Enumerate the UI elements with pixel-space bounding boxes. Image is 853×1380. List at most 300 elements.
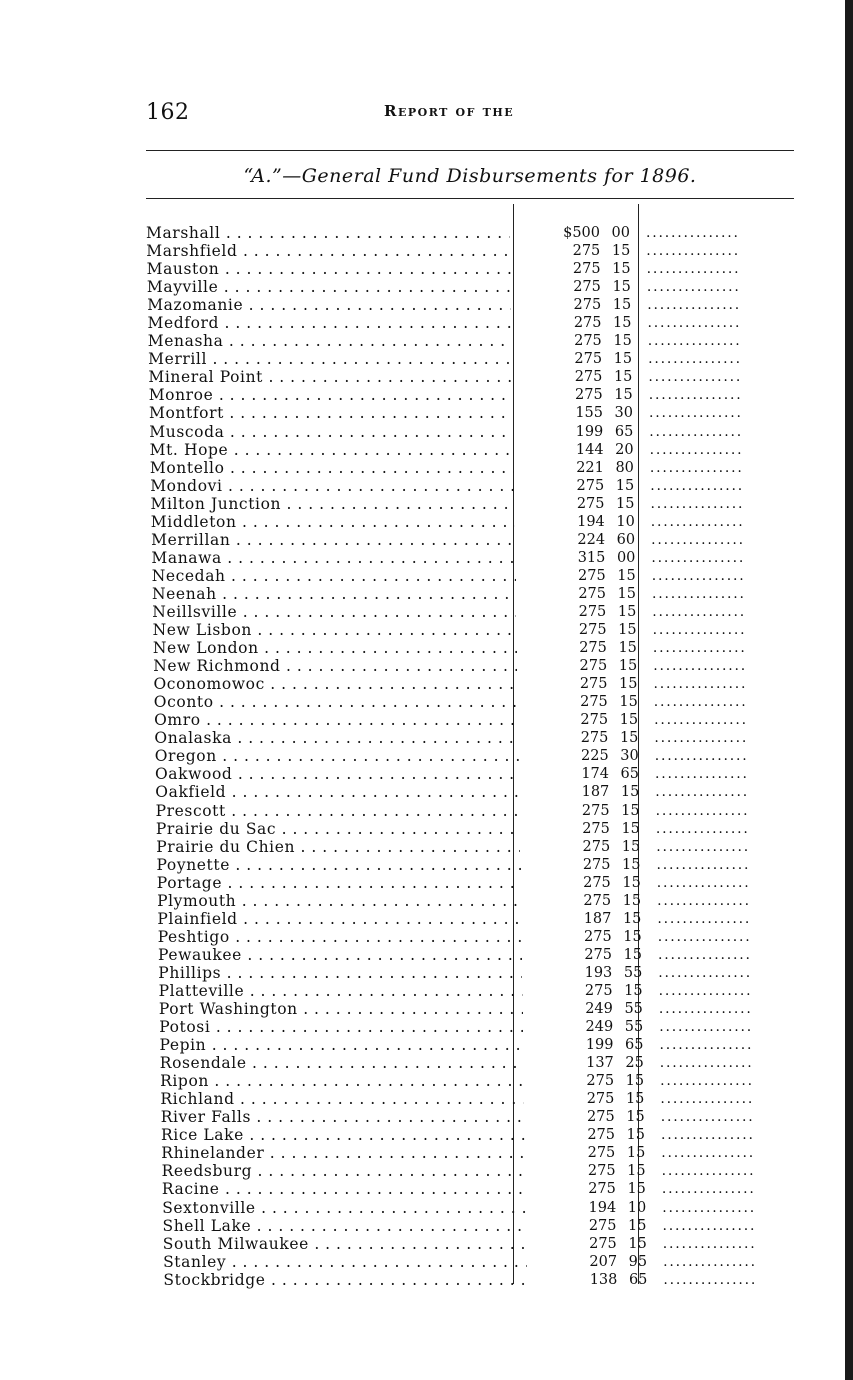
town-name: Oakfield . . . <box>155 783 519 801</box>
blank-column-leader: ............... <box>660 1091 755 1108</box>
amount-cents: 65 <box>628 1271 648 1288</box>
town-name: Plainfield . . . <box>157 910 521 928</box>
town-name: Rhinelander . . . <box>161 1144 525 1162</box>
table-title: “A.”—General Fund Disbursements for 1896. <box>243 165 697 187</box>
table-row <box>156 820 794 838</box>
table-row <box>147 260 794 278</box>
town-name: Shell Lake . . . <box>163 1217 527 1235</box>
table-row <box>159 1018 794 1036</box>
amount-dollars: 194 <box>577 513 605 530</box>
amount-cents: 15 <box>613 351 633 368</box>
amount-cents: 15 <box>625 1091 645 1108</box>
blank-column-leader: ............... <box>657 892 751 909</box>
table-row <box>154 675 795 693</box>
town-name: Manawa . . . <box>151 549 515 567</box>
page-edge-shadow <box>845 0 853 1380</box>
amount-dollars: 275 <box>580 730 609 747</box>
amount-dollars: 275 <box>580 712 609 729</box>
table-row <box>163 1235 794 1253</box>
blank-column-leader: ............... <box>658 1001 753 1018</box>
amount-cents: 20 <box>615 441 634 458</box>
table-row <box>150 459 794 477</box>
amount-dollars: 275 <box>576 477 605 494</box>
amount-cents: 15 <box>619 730 639 747</box>
town-name: Richland . . . <box>160 1090 524 1108</box>
table-row <box>158 946 794 964</box>
blank-column-leader: ............... <box>648 369 743 386</box>
amount-dollars: 275 <box>582 856 611 873</box>
table-row <box>160 1072 794 1090</box>
town-name: Middleton . . . <box>151 513 515 531</box>
amount-cents: 55 <box>623 964 643 981</box>
amount-dollars: 315 <box>577 549 606 566</box>
blank-column-leader: ............... <box>658 946 752 963</box>
blank-column-leader: ............... <box>647 315 742 332</box>
amount-dollars: 275 <box>584 928 612 945</box>
blank-column-leader: ............... <box>661 1127 755 1144</box>
table-row <box>156 838 794 856</box>
amount-cents: 10 <box>627 1199 647 1216</box>
amount-cents: 15 <box>617 603 637 620</box>
town-name: Sextonville . . . <box>162 1199 526 1217</box>
blank-column-leader: ............... <box>649 441 744 458</box>
table-row <box>151 549 794 567</box>
blank-column-leader: ............... <box>662 1217 757 1234</box>
town-name: Marshall . . . <box>146 224 510 242</box>
amount-cents: 65 <box>614 423 634 440</box>
amount-cents: 30 <box>614 405 633 422</box>
amount-cents: 15 <box>611 243 631 260</box>
town-name: Potosi . . . <box>159 1018 523 1036</box>
amount-cents: 80 <box>615 459 634 476</box>
table-row <box>163 1271 794 1289</box>
town-name: Neenah . . . <box>152 585 516 603</box>
amount-cents: 15 <box>625 1073 645 1090</box>
blank-column-leader: ............... <box>660 1073 754 1090</box>
town-name: Mayville . . . <box>147 278 511 296</box>
amount-dollars: $500 <box>563 225 600 241</box>
amount-dollars: 275 <box>581 802 610 819</box>
table-row <box>150 477 794 495</box>
amount-cents: 15 <box>613 369 633 386</box>
blank-column-leader: ............... <box>657 910 752 927</box>
town-name: Mazomanie . . . <box>147 296 511 314</box>
table-row <box>150 441 794 459</box>
blank-column-leader: ............... <box>650 495 745 512</box>
blank-column-leader: ............... <box>653 694 748 711</box>
amount-cents: 15 <box>626 1145 646 1162</box>
amount-cents: 15 <box>619 694 638 711</box>
amount-cents: 55 <box>624 1001 643 1018</box>
amount-cents: 15 <box>621 802 640 819</box>
town-name: Prairie du Chien . . . <box>156 838 520 856</box>
town-name: Muscoda . . . <box>149 423 513 441</box>
amount-dollars: 155 <box>575 405 603 422</box>
amount-dollars: 275 <box>587 1109 615 1126</box>
amount-dollars: 194 <box>588 1199 617 1216</box>
blank-column-leader: ............... <box>646 261 741 278</box>
amount-cents: 10 <box>616 513 635 530</box>
town-name: Ripon . . . <box>160 1072 524 1090</box>
blank-column-leader: ............... <box>648 351 742 368</box>
amount-dollars: 275 <box>578 585 606 602</box>
table-row <box>160 1054 794 1072</box>
table-row <box>148 350 794 368</box>
town-name: Reedsburg . . . <box>162 1162 526 1180</box>
table-row <box>162 1199 794 1217</box>
amount-dollars: 275 <box>573 297 602 314</box>
town-name: Rosendale . . . <box>160 1054 524 1072</box>
blank-column-leader: ............... <box>650 477 744 494</box>
town-name: Portage . . . <box>157 874 521 892</box>
town-name: Montello . . . <box>150 459 514 477</box>
amount-dollars: 187 <box>583 910 612 927</box>
amount-cents: 15 <box>618 640 637 657</box>
amount-dollars: 275 <box>588 1217 617 1234</box>
table-row <box>152 603 794 621</box>
table-top-rule <box>146 150 794 151</box>
blank-column-leader: ............... <box>654 748 749 765</box>
table-row <box>152 567 794 585</box>
table-row <box>147 296 794 314</box>
town-name: Oconto . . . <box>154 693 518 711</box>
amount-cents: 15 <box>622 874 641 891</box>
town-name: New Richmond . . . <box>153 657 517 675</box>
table-row <box>151 531 794 549</box>
town-name: Onalaska . . . <box>154 729 518 747</box>
amount-dollars: 249 <box>585 1019 614 1036</box>
amount-dollars: 275 <box>572 261 601 278</box>
table-row <box>161 1108 794 1126</box>
blank-column-leader: ............... <box>650 513 745 530</box>
table-row <box>163 1217 795 1235</box>
table-row <box>158 964 794 982</box>
blank-column-leader: ............... <box>658 964 753 981</box>
amount-cents: 15 <box>623 928 642 945</box>
blank-column-leader: ............... <box>653 658 747 675</box>
table-row <box>155 783 794 801</box>
table-row <box>147 278 794 296</box>
amount-dollars: 221 <box>576 459 604 476</box>
town-name: Oakwood . . . <box>155 765 519 783</box>
table-row <box>154 693 794 711</box>
blank-column-leader: ............... <box>652 603 747 620</box>
amount-cents: 15 <box>627 1163 646 1180</box>
town-name: Neillsville . . . <box>152 603 516 621</box>
blank-column-leader: ............... <box>655 820 750 837</box>
table-row <box>155 765 794 783</box>
table-row <box>153 621 794 639</box>
table-row <box>149 404 794 422</box>
amount-dollars: 275 <box>574 351 603 368</box>
town-name: Prescott . . . <box>156 802 520 820</box>
amount-cents: 15 <box>617 585 636 602</box>
amount-dollars: 138 <box>589 1271 618 1288</box>
blank-column-leader: ............... <box>652 640 747 657</box>
amount-dollars: 275 <box>579 676 608 693</box>
table-row <box>148 332 794 350</box>
table-row <box>153 657 794 675</box>
amount-cents: 15 <box>613 333 632 350</box>
amount-cents: 15 <box>626 1127 645 1144</box>
amount-cents: 15 <box>615 477 635 494</box>
amount-cents: 65 <box>625 1037 644 1054</box>
blank-column-leader: ............... <box>663 1271 758 1288</box>
amount-dollars: 199 <box>585 1037 614 1054</box>
blank-column-leader: ............... <box>661 1145 756 1162</box>
town-name: New Lisbon . . . <box>153 621 517 639</box>
amount-cents: 15 <box>618 622 637 639</box>
amount-dollars: 144 <box>575 441 604 458</box>
amount-cents: 15 <box>612 297 632 314</box>
amount-cents: 00 <box>611 225 630 241</box>
blank-column-leader: ............... <box>651 549 746 566</box>
amount-dollars: 275 <box>586 1091 615 1108</box>
table-row <box>146 242 794 260</box>
amount-dollars: 137 <box>586 1055 614 1072</box>
town-name: Poynette . . . <box>157 856 521 874</box>
table-row <box>163 1253 794 1271</box>
table-row <box>157 892 794 910</box>
table-row <box>162 1180 794 1198</box>
table-row <box>159 982 794 1000</box>
table-row <box>157 856 795 874</box>
blank-column-leader: ............... <box>656 838 750 855</box>
amount-cents: 00 <box>616 549 636 566</box>
disbursement-table <box>146 224 794 1289</box>
table-row <box>161 1144 794 1162</box>
amount-dollars: 275 <box>578 622 607 639</box>
blank-column-leader: ............... <box>653 676 748 693</box>
town-name: South Milwaukee . . . <box>163 1235 527 1253</box>
amount-cents: 60 <box>616 531 636 548</box>
amount-cents: 15 <box>622 910 642 927</box>
blank-column-leader: ............... <box>656 874 751 891</box>
amount-dollars: 249 <box>585 1001 613 1018</box>
town-name: Pewaukee . . . <box>158 946 522 964</box>
amount-cents: 15 <box>621 820 640 837</box>
amount-cents: 15 <box>624 982 643 999</box>
amount-dollars: 275 <box>576 495 605 512</box>
table-row <box>149 423 794 441</box>
town-name: Necedah . . . <box>152 567 516 585</box>
blank-column-leader: ............... <box>649 405 743 422</box>
amount-dollars: 199 <box>575 423 604 440</box>
town-name: Mauston . . . <box>147 260 511 278</box>
amount-dollars: 275 <box>583 892 612 909</box>
amount-cents: 15 <box>626 1109 645 1126</box>
amount-dollars: 275 <box>589 1235 617 1252</box>
amount-cents: 15 <box>628 1235 647 1252</box>
amount-dollars: 275 <box>578 603 607 620</box>
amount-dollars: 275 <box>588 1181 616 1198</box>
town-name: Oconomowoc . . . <box>154 675 518 693</box>
blank-column-leader: ............... <box>660 1109 755 1126</box>
table-row <box>154 729 794 747</box>
amount-dollars: 275 <box>587 1163 616 1180</box>
amount-cents: 15 <box>627 1181 646 1198</box>
table-row <box>160 1036 795 1054</box>
amount-dollars: 193 <box>584 964 613 981</box>
amount-dollars: 224 <box>577 531 606 548</box>
table-row <box>160 1090 794 1108</box>
blank-column-leader: ............... <box>646 279 741 296</box>
table-row <box>161 1126 794 1144</box>
table-row <box>158 928 794 946</box>
amount-dollars: 275 <box>578 567 606 584</box>
blank-column-leader: ............... <box>657 928 752 945</box>
amount-cents: 25 <box>625 1055 644 1072</box>
blank-column-leader: ............... <box>652 585 746 602</box>
amount-dollars: 207 <box>589 1253 618 1270</box>
table-row <box>155 747 794 765</box>
town-name: Stanley . . . <box>163 1253 527 1271</box>
town-name: Racine . . . <box>162 1180 526 1198</box>
town-name: Pepin . . . <box>160 1036 524 1054</box>
amount-cents: 95 <box>628 1253 648 1270</box>
blank-column-leader: ............... <box>654 712 748 729</box>
blank-column-leader: ............... <box>659 1055 754 1072</box>
amount-cents: 55 <box>624 1019 644 1036</box>
blank-column-leader: ............... <box>663 1253 757 1270</box>
amount-dollars: 275 <box>579 658 608 675</box>
amount-cents: 15 <box>619 712 639 729</box>
amount-dollars: 187 <box>581 784 610 801</box>
blank-column-leader: ............... <box>654 730 749 747</box>
town-name: Port Washington . . . <box>159 1000 523 1018</box>
blank-column-leader: ............... <box>655 766 749 783</box>
blank-column-leader: ............... <box>646 225 740 241</box>
blank-column-leader: ............... <box>646 243 741 260</box>
amount-cents: 15 <box>618 658 638 675</box>
amount-dollars: 275 <box>573 315 602 332</box>
town-name: Mondovi . . . <box>150 477 514 495</box>
town-name: Merrill . . . <box>148 350 512 368</box>
amount-cents: 15 <box>628 1217 647 1234</box>
table-row <box>152 585 794 603</box>
amount-dollars: 225 <box>581 748 609 765</box>
blank-column-leader: ............... <box>651 531 745 548</box>
table-row <box>162 1162 794 1180</box>
blank-column-leader: ............... <box>648 387 743 404</box>
blank-column-leader: ............... <box>659 1037 754 1054</box>
table-header-rule <box>146 198 794 199</box>
table-row <box>149 386 794 404</box>
amount-cents: 30 <box>620 748 639 765</box>
town-name: Medford . . . <box>148 314 512 332</box>
town-name: Monroe . . . <box>149 386 513 404</box>
amount-dollars: 275 <box>579 640 607 657</box>
amount-cents: 15 <box>619 676 638 693</box>
town-name: Plymouth . . . <box>157 892 521 910</box>
blank-column-leader: ............... <box>649 423 744 440</box>
town-name: Milton Junction . . . <box>151 495 515 513</box>
town-name: Omro . . . <box>154 711 518 729</box>
table-row <box>146 224 794 242</box>
blank-column-leader: ............... <box>647 333 742 350</box>
town-name: Platteville . . . <box>159 982 523 1000</box>
town-name: Merrillan . . . <box>151 531 515 549</box>
amount-dollars: 275 <box>584 982 613 999</box>
town-name: Stockbridge . . . <box>163 1271 527 1289</box>
table-row <box>151 495 795 513</box>
blank-column-leader: ............... <box>661 1181 756 1198</box>
amount-cents: 15 <box>613 315 632 332</box>
blank-column-leader: ............... <box>659 1019 753 1036</box>
running-head: Report of the <box>384 102 515 120</box>
amount-dollars: 275 <box>583 874 611 891</box>
amount-dollars: 275 <box>575 387 603 404</box>
page-number: 162 <box>146 100 190 125</box>
town-name: Oregon . . . <box>155 747 519 765</box>
amount-cents: 15 <box>622 856 641 873</box>
amount-cents: 15 <box>623 946 642 963</box>
amount-dollars: 275 <box>586 1073 615 1090</box>
amount-dollars: 275 <box>584 946 612 963</box>
amount-cents: 15 <box>614 387 633 404</box>
town-name: Marshfield . . . <box>146 242 510 260</box>
town-name: River Falls . . . <box>161 1108 525 1126</box>
table-row <box>153 639 794 657</box>
amount-dollars: 275 <box>582 838 611 855</box>
town-name: Mt. Hope . . . <box>150 441 514 459</box>
table-row <box>148 368 794 386</box>
blank-column-leader: ............... <box>651 567 746 584</box>
amount-dollars: 174 <box>581 766 609 783</box>
town-name: Montfort . . . <box>149 404 513 422</box>
town-name: Menasha . . . <box>148 332 512 350</box>
amount-cents: 15 <box>612 261 631 278</box>
town-name: Rice Lake . . . <box>161 1126 525 1144</box>
table-row <box>154 711 794 729</box>
table-row <box>148 314 795 332</box>
amount-dollars: 275 <box>587 1145 616 1162</box>
amount-cents: 15 <box>621 838 641 855</box>
amount-cents: 15 <box>622 892 642 909</box>
amount-cents: 15 <box>616 495 635 512</box>
town-name: Phillips . . . <box>158 964 522 982</box>
town-name: New London . . . <box>153 639 517 657</box>
amount-dollars: 275 <box>572 243 601 260</box>
blank-column-leader: ............... <box>655 802 750 819</box>
table-row <box>157 874 794 892</box>
amount-dollars: 275 <box>582 820 610 837</box>
amount-cents: 15 <box>620 784 640 801</box>
amount-dollars: 275 <box>573 279 601 296</box>
blank-column-leader: ............... <box>647 297 741 314</box>
amount-dollars: 275 <box>587 1127 615 1144</box>
amount-dollars: 275 <box>580 694 608 711</box>
amount-cents: 15 <box>617 567 636 584</box>
blank-column-leader: ............... <box>662 1199 756 1216</box>
amount-dollars: 275 <box>574 333 602 350</box>
table-row <box>156 802 794 820</box>
table-row <box>159 1000 794 1018</box>
table-row <box>151 513 794 531</box>
town-name: Peshtigo . . . <box>158 928 522 946</box>
blank-column-leader: ............... <box>656 856 751 873</box>
blank-column-leader: ............... <box>662 1235 757 1252</box>
amount-cents: 15 <box>612 279 631 296</box>
table-row <box>157 910 794 928</box>
blank-column-leader: ............... <box>649 459 744 476</box>
blank-column-leader: ............... <box>661 1163 756 1180</box>
amount-cents: 65 <box>620 766 639 783</box>
town-name: Prairie du Sac . . . <box>156 820 520 838</box>
blank-column-leader: ............... <box>655 784 750 801</box>
amount-dollars: 275 <box>574 369 603 386</box>
town-name: Mineral Point . . . <box>148 368 512 386</box>
